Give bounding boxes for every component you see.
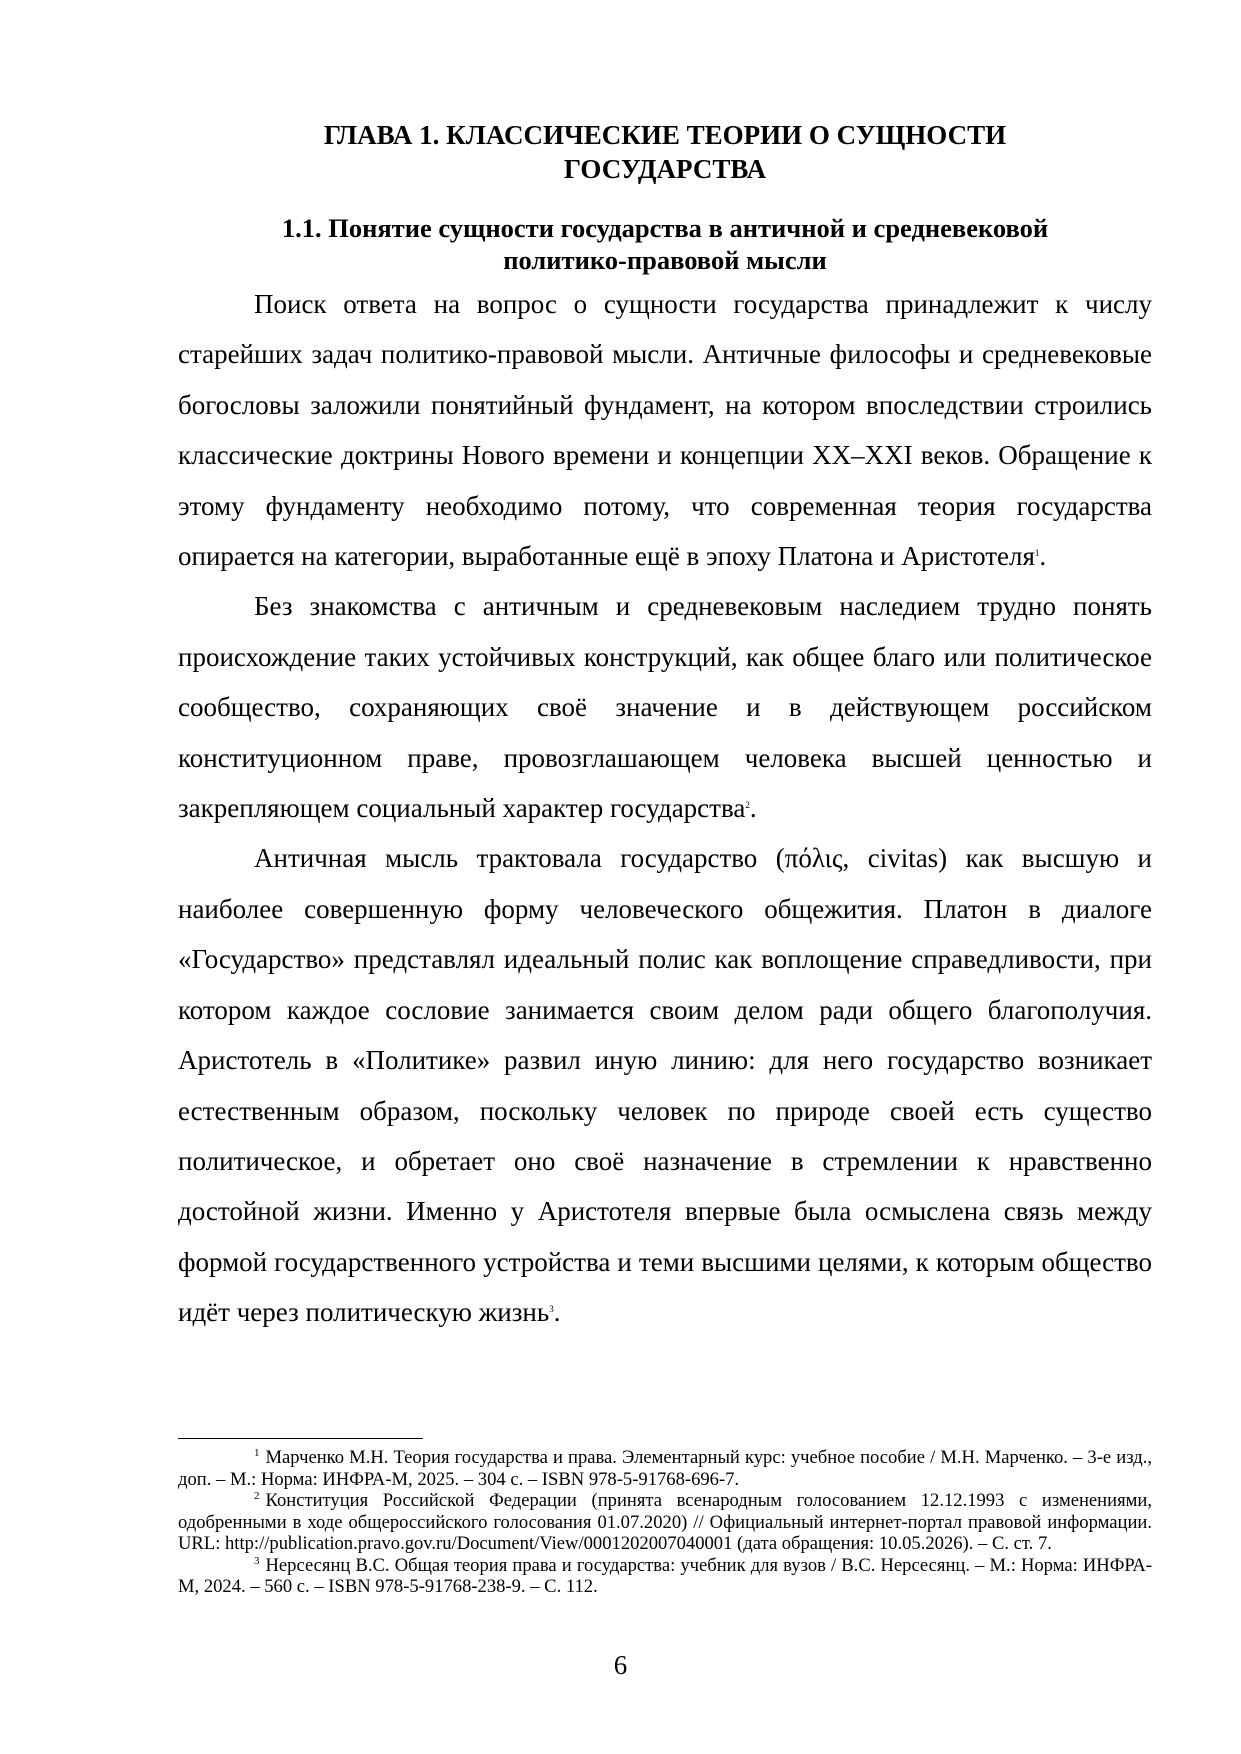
chapter-title-line-1: ГЛАВА 1. КЛАССИЧЕСКИЕ ТЕОРИИ О СУЩНОСТИ (323, 120, 1007, 150)
footnote-mark-1: 1 (254, 1447, 260, 1459)
footnote-3 (178, 1555, 1152, 1598)
chapter-title (178, 118, 1152, 186)
footnote-3-text: Нерсесянц В.С. Общая теория права и государства: учебник для вузов / В.С. Нерсесянц. – М.: Норма: ИНФРА-М, 2024. – 560 с. – ISBN 978-5-91768-238-9. – С. 112. (178, 1554, 1152, 1597)
footnote-mark-2: 2 (254, 1490, 260, 1502)
paragraph-2 (178, 581, 1152, 833)
section-title (178, 212, 1152, 276)
footnote-ref-3[interactable]: 3 (549, 1304, 554, 1315)
paragraph-2-end: . (749, 793, 757, 824)
body-text (178, 279, 1152, 1338)
chapter-title-line-2: ГОСУДАРСТВА (563, 154, 767, 184)
paragraph-1-text: Поиск ответа на вопрос о сущности государства принадлежит к числу старейших задач политико-правовой мысли. Античные философы и средневековые богословы заложили понятийный фундамент, на котором впоследствии строились классические доктрины Нового времени и концепции XX–XXI веков. Обращение к этому фундаменту необходимо потому, что современная теория государства опирается на категории, выработанные ещё в эпоху Платона и Аристотеля (178, 289, 1152, 572)
footnote-ref-2[interactable]: 2 (745, 800, 750, 811)
paragraph-2-text: Без знакомства с античным и средневековым наследием трудно понять происхождение таких устойчивых конструкций, как общее благо или политическое сообщество, сохраняющих своё значение и в действующем российском конституционном праве, провозглашающем человека высшей ценностью и закрепляющем социальный характер государства (178, 591, 1152, 824)
footnotes (178, 1438, 1152, 1598)
paragraph-1 (178, 279, 1152, 581)
section-title-line-1: 1.1. Понятие сущности государства в античной и средневековой (281, 213, 1049, 243)
paragraph-3-text: Античная мысль трактовала государство (πόλις, civitas) как высшую и наиболее совершенную форму человеческого общежития. Платон в диалоге «Государство» представлял идеальный полис как воплощение справедливости, при котором каждое сословие занимается своим делом ради общего благополучия. Аристотель в «Политике» развил иную линию: для него государство возникает естественным образом, поскольку человек по природе своей есть существо политическое, и обретает оно своё назначение в стремлении к нравственно достойной жизни. Именно у Аристотеля впервые была осмыслена связь между формой государственного устройства и теми высшими целями, к которым общество идёт через политическую жизнь (178, 843, 1152, 1328)
page-number: 6 (613, 1650, 628, 1680)
footnote-mark-3: 3 (254, 1554, 260, 1567)
footnote-2-text: Конституция Российской Федерации (принята всенародным голосованием 12.12.1993 с изменениями, одобренными в ходе общероссийского голосования 01.07.2020) // Официальный интернет-портал правовой информации. URL: http://publication.pravo.gov.ru/Document/View/0001202007040001 (дата обращения: 10.05.2026). – С. ст. 7. (178, 1490, 1152, 1554)
paragraph-3-end: . (553, 1297, 561, 1328)
footnote-ref-1[interactable]: 1 (1034, 548, 1040, 559)
paragraph-1-end: . (1039, 541, 1047, 572)
paragraph-3 (178, 833, 1152, 1337)
footnote-separator (178, 1438, 423, 1439)
section-title-line-2: политико-правовой мысли (503, 245, 827, 275)
page-content (178, 118, 1152, 1338)
footnote-1-text: Марченко М.Н. Теория государства и права. Элементарный курс: учебное пособие / М.Н. Марченко. – 3-е изд., доп. – М.: Норма: ИНФРА-М, 2025. – 304 с. – ISBN 978-5-91768-696-7. (178, 1447, 1152, 1490)
footnote-1 (178, 1447, 1152, 1490)
footnote-2 (178, 1490, 1152, 1555)
